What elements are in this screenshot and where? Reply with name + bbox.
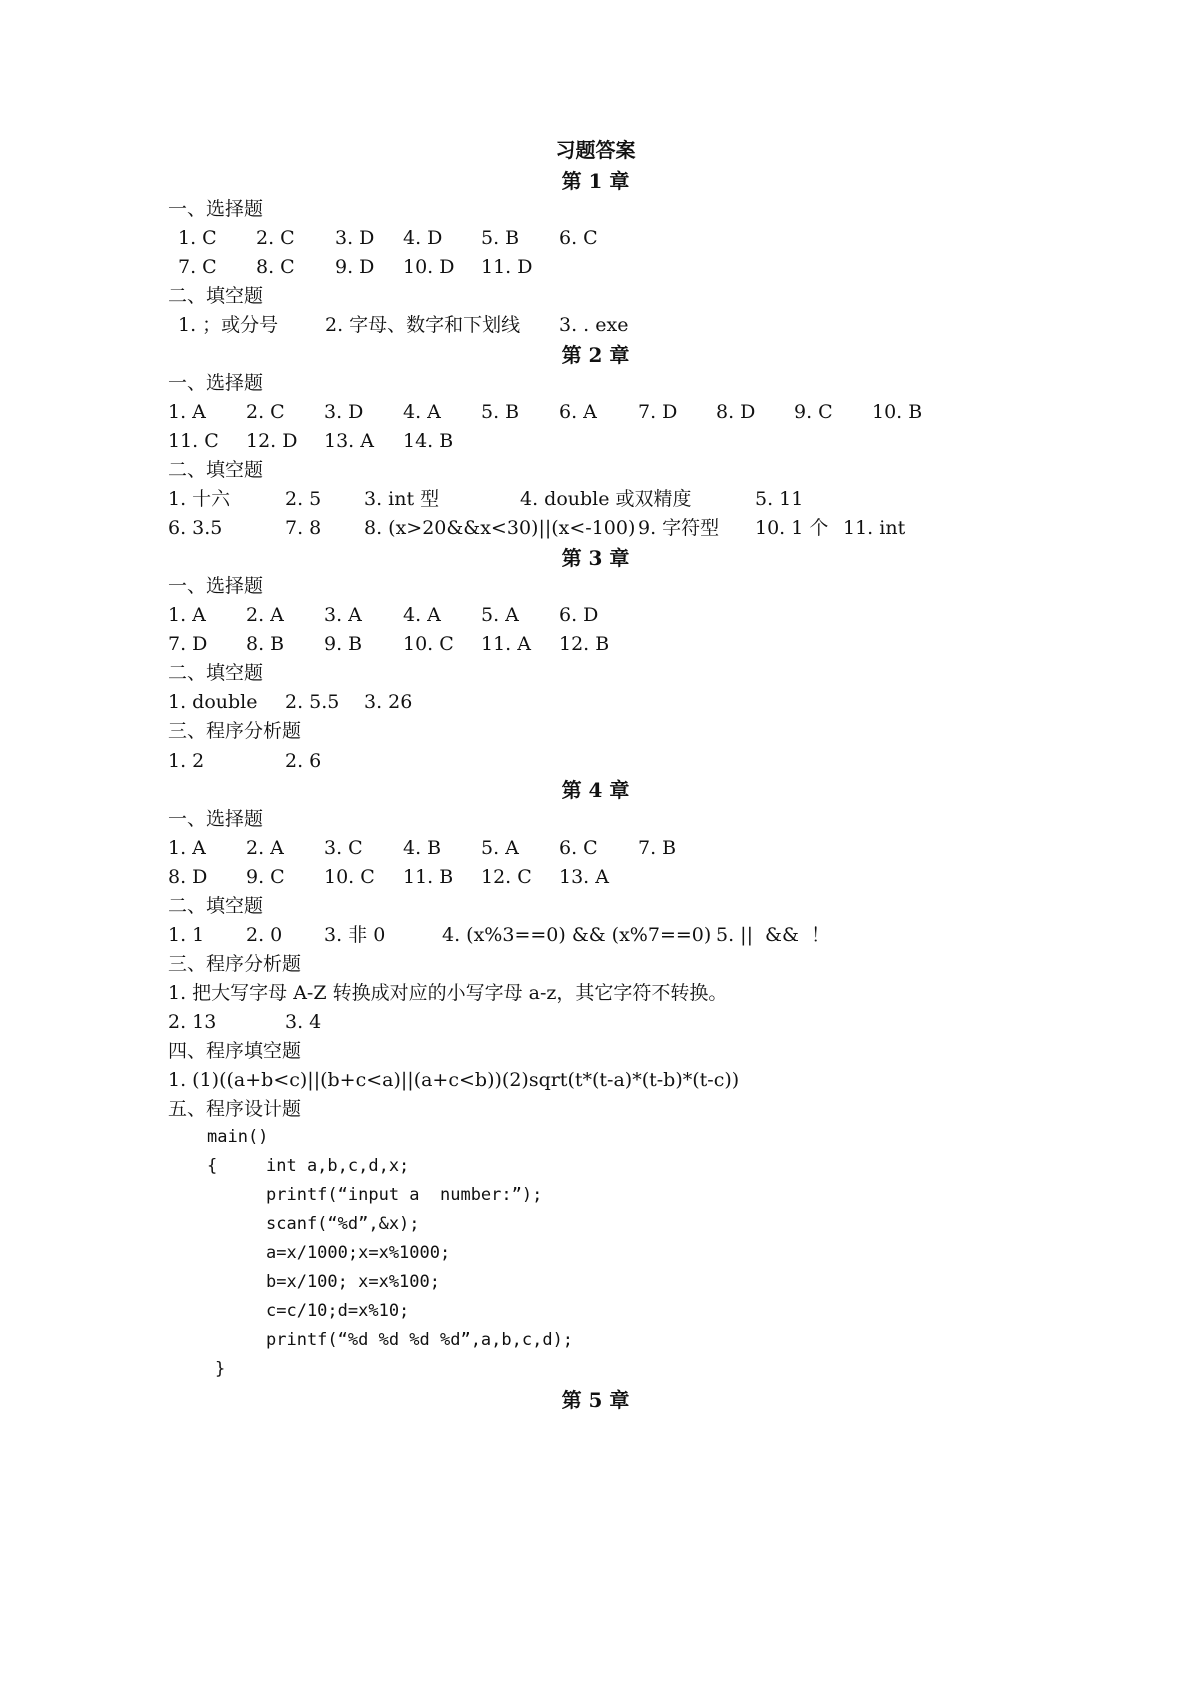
code-line: int a,b,c,d,x; [266,1156,410,1176]
ch3-section-choice: 一、选择题 [168,575,264,597]
ch3-analysis-answer: 1. 2 [168,750,205,772]
ch2-section-fill: 二、填空题 [168,459,264,481]
ch2-answer: 2. C [246,401,285,423]
ch1-answer: 11. D [481,256,533,278]
ch4-analysis-answer: 3. 4 [285,1011,322,1033]
ch1-fill-answer: 3. . exe [559,314,629,336]
ch1-answer: 1. C [178,227,217,249]
ch2-answer: 13. A [324,430,374,452]
ch3-answer: 1. A [168,604,206,626]
code-line: printf(“%d %d %d %d”,a,b,c,d); [266,1330,574,1350]
ch1-section-choice: 一、选择题 [168,198,264,220]
ch4-analysis-answer-1: 1. 把大写字母 A-Z 转换成对应的小写字母 a-z，其它字符不转换。 [168,982,728,1004]
ch1-answer: 8. C [256,256,295,278]
ch4-answer: 4. B [403,837,442,859]
ch4-fill-answer: 3. 非 0 [324,924,386,946]
ch1-fill-answer: 2. 字母、数字和下划线 [325,314,521,336]
document-title: 习题答案 [555,138,636,162]
ch3-answer: 11. A [481,633,531,655]
ch2-answer: 4. A [403,401,441,423]
ch1-answer: 7. C [178,256,217,278]
ch4-answer: 12. C [481,866,532,888]
ch4-section-program-design: 五、程序设计题 [168,1098,302,1120]
ch3-answer: 2. A [246,604,284,626]
ch3-answer: 3. A [324,604,362,626]
ch1-answer: 10. D [403,256,455,278]
ch2-answer: 8. D [716,401,756,423]
ch2-answer: 9. C [794,401,833,423]
ch4-answer: 3. C [324,837,363,859]
ch3-answer: 7. D [168,633,208,655]
ch1-answer: 3. D [335,227,375,249]
code-line: { [207,1156,218,1176]
ch4-section-analysis: 三、程序分析题 [168,953,302,975]
code-line: } [215,1359,226,1379]
ch3-answer: 6. D [559,604,599,626]
ch2-answer: 5. B [481,401,520,423]
ch2-answer: 10. B [872,401,923,423]
ch2-fill-answer: 7. 8 [285,517,322,539]
ch1-answer: 6. C [559,227,598,249]
ch2-fill-answer: 8. (x>20&&x<30)||(x<-100) [364,517,636,539]
ch4-analysis-answer: 2. 13 [168,1011,217,1033]
ch1-answer: 5. B [481,227,520,249]
ch1-section-fill: 二、填空题 [168,285,264,307]
ch4-answer: 5. A [481,837,519,859]
ch2-fill-answer: 5. 11 [755,488,804,510]
ch2-fill-answer: 6. 3.5 [168,517,223,539]
code-line: b=x/100; x=x%100; [266,1272,440,1292]
ch2-fill-answer: 4. double 或双精度 [520,488,692,510]
ch4-program-fill-answer: 1. (1)((a+b<c)||(b+c<a)||(a+c<b))(2)sqrt(t*(t-a)*(t-b)*(t-c)) [168,1069,740,1091]
ch4-fill-answer: 5. || && ！ [716,924,830,946]
chapter-4-heading: 第 4 章 [561,778,630,802]
ch4-fill-answer: 2. 0 [246,924,283,946]
ch3-answer: 5. A [481,604,519,626]
ch4-fill-answer: 4. (x%3==0) && (x%7==0) [442,924,712,946]
ch1-answer: 2. C [256,227,295,249]
ch2-answer: 14. B [403,430,454,452]
ch4-answer: 8. D [168,866,208,888]
ch3-section-fill: 二、填空题 [168,662,264,684]
chapter-3-heading: 第 3 章 [561,546,630,570]
ch4-section-program-fill: 四、程序填空题 [168,1040,302,1062]
ch4-answer: 9. C [246,866,285,888]
ch1-answer: 4. D [403,227,443,249]
ch4-section-choice: 一、选择题 [168,808,264,830]
ch2-answer: 12. D [246,430,298,452]
ch2-answer: 7. D [638,401,678,423]
ch4-answer: 6. C [559,837,598,859]
ch3-answer: 10. C [403,633,454,655]
ch3-analysis-answer: 2. 6 [285,750,322,772]
code-line: main() [207,1127,269,1147]
ch3-fill-answer: 2. 5.5 [285,691,340,713]
ch2-fill-answer: 10. 1 个 [755,517,829,539]
ch4-answer: 1. A [168,837,206,859]
ch4-answer: 2. A [246,837,284,859]
ch2-fill-answer: 1. 十六 [168,488,231,510]
chapter-1-heading: 第 1 章 [561,169,630,193]
code-line: printf(“input a number:”); [266,1185,543,1205]
ch4-answer: 11. B [403,866,454,888]
ch2-answer: 6. A [559,401,597,423]
code-line: c=c/10;d=x%10; [266,1301,410,1321]
ch2-fill-answer: 11. int [843,517,906,539]
ch3-section-analysis: 三、程序分析题 [168,720,302,742]
ch2-section-choice: 一、选择题 [168,372,264,394]
ch1-answer: 9. D [335,256,375,278]
ch2-answer: 11. C [168,430,219,452]
ch2-answer: 3. D [324,401,364,423]
ch3-fill-answer: 3. 26 [364,691,413,713]
ch3-answer: 4. A [403,604,441,626]
chapter-5-heading: 第 5 章 [561,1388,630,1412]
ch4-section-fill: 二、填空题 [168,895,264,917]
ch4-answer: 7. B [638,837,677,859]
ch3-fill-answer: 1. double [168,691,258,713]
ch4-answer: 10. C [324,866,375,888]
ch1-fill-answer: 1. ；或分号 [178,314,279,336]
chapter-2-heading: 第 2 章 [561,343,630,367]
code-line: scanf(“%d”,&x); [266,1214,420,1234]
ch3-answer: 8. B [246,633,285,655]
ch2-fill-answer: 2. 5 [285,488,322,510]
ch2-answer: 1. A [168,401,206,423]
ch4-fill-answer: 1. 1 [168,924,205,946]
ch4-answer: 13. A [559,866,609,888]
code-line: a=x/1000;x=x%1000; [266,1243,451,1263]
ch3-answer: 9. B [324,633,363,655]
ch2-fill-answer: 9. 字符型 [638,517,720,539]
ch2-fill-answer: 3. int 型 [364,488,440,510]
ch3-answer: 12. B [559,633,610,655]
